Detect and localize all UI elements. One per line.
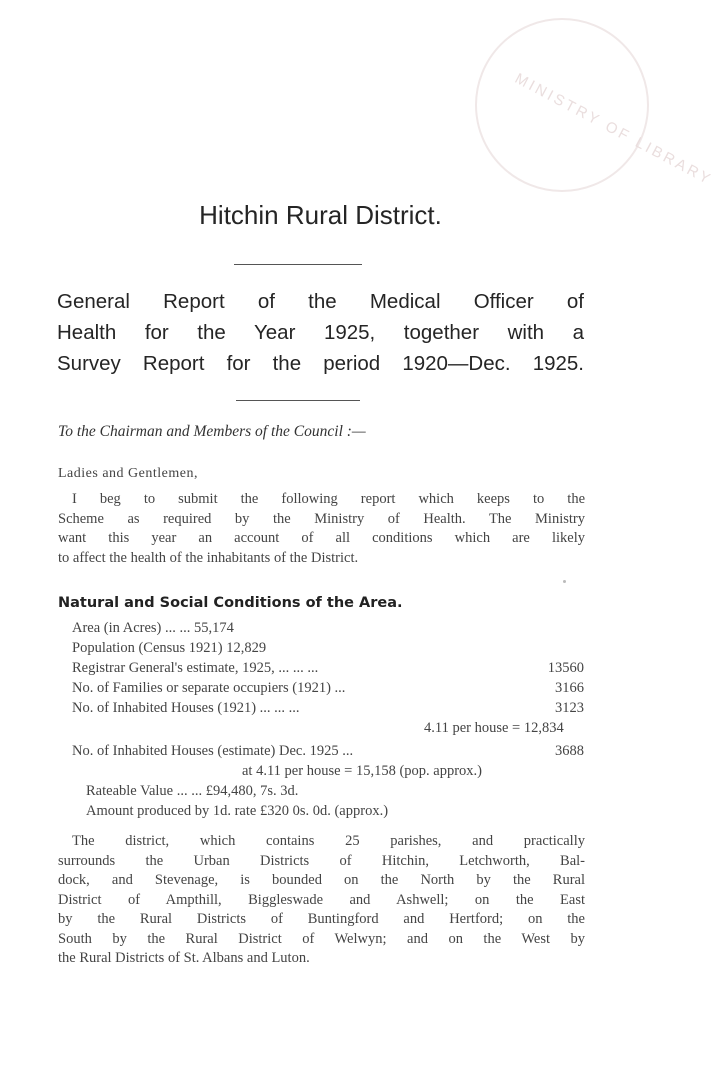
district-paragraph bbox=[58, 832, 585, 969]
stat-label: Area (in Acres) ... ... 55,174 bbox=[72, 620, 234, 636]
stat-label: 4.11 per house = 12,834 bbox=[424, 720, 564, 736]
district-line: District of Ampthill, Biggleswade and Ashwell; on the East bbox=[58, 891, 585, 908]
salutation: To the Chairman and Members of the Council :— bbox=[58, 423, 366, 440]
district-line: South by the Rural District of Welwyn; and on the West by bbox=[58, 930, 585, 947]
intro-line: Scheme as required by the Ministry of Health. The Ministry bbox=[58, 510, 585, 527]
section-heading: Natural and Social Conditions of the Area. bbox=[58, 595, 403, 611]
district-line: the Rural Districts of St. Albans and Luton. bbox=[58, 950, 310, 966]
stat-value: 3166 bbox=[555, 680, 584, 696]
library-stamp-text: MINISTRY OF LIBRARY bbox=[512, 70, 715, 189]
stat-row-families bbox=[72, 680, 584, 697]
stat-label: Rateable Value ... ... £94,480, 7s. 3d. bbox=[86, 783, 299, 799]
district-line: The district, which contains 25 parishes, and practically bbox=[72, 833, 585, 849]
stat-row-houses bbox=[72, 700, 584, 717]
district-line: by the Rural Districts of Buntingford and Hertford; on the bbox=[58, 911, 585, 927]
intro-line: want this year an account of all conditions which are likely bbox=[58, 530, 585, 546]
intro-paragraph bbox=[58, 490, 585, 568]
stat-row-houses-estimate bbox=[72, 743, 584, 760]
stat-value: 3123 bbox=[555, 700, 584, 716]
report-divider bbox=[236, 400, 360, 401]
stat-label: Population (Census 1921) 12,829 bbox=[72, 640, 267, 656]
stat-label: Registrar General's estimate, 1925, ... ... ... bbox=[72, 660, 319, 676]
intro-line: I beg to submit the following report which keeps to the bbox=[72, 491, 585, 507]
stat-row-area bbox=[72, 620, 234, 637]
district-line: dock, and Stevenage, is bounded on the North by the Rural bbox=[58, 872, 585, 888]
stat-row-rateable bbox=[86, 783, 298, 800]
speck bbox=[563, 580, 566, 583]
stat-label: No. of Inhabited Houses (estimate) Dec. 1925 ... bbox=[72, 743, 354, 759]
intro-line: to affect the health of the inhabitants of the District. bbox=[58, 549, 359, 566]
stat-label: Amount produced by 1d. rate £320 0s. 0d. (approx.) bbox=[86, 803, 389, 819]
title-divider bbox=[234, 264, 362, 265]
stat-value: 3688 bbox=[555, 743, 584, 759]
stat-row-pop-approx bbox=[242, 763, 482, 780]
report-title-line: Survey Report for the period 1920—Dec. 1925. bbox=[57, 352, 584, 375]
greeting: Ladies and Gentlemen, bbox=[58, 466, 198, 481]
district-line: surrounds the Urban Districts of Hitchin, Letchworth, Bal- bbox=[58, 852, 585, 869]
report-title bbox=[57, 286, 584, 379]
stat-label: No. of Inhabited Houses (1921) ... ... ... bbox=[72, 700, 300, 716]
stat-label: No. of Families or separate occupiers (1921) ... bbox=[72, 680, 346, 696]
report-title-line: Health for the Year 1925, together with a bbox=[57, 321, 584, 344]
document-title: Hitchin Rural District. bbox=[199, 200, 442, 230]
stat-row-rate-amount bbox=[86, 803, 388, 820]
stat-row-estimate bbox=[72, 660, 584, 677]
stat-row-population bbox=[72, 640, 266, 657]
stat-label: at 4.11 per house = 15,158 (pop. approx.) bbox=[242, 763, 482, 779]
report-title-line: General Report of the Medical Officer of bbox=[57, 290, 584, 313]
stat-value: 13560 bbox=[547, 660, 584, 676]
stat-row-per-house bbox=[424, 720, 564, 737]
